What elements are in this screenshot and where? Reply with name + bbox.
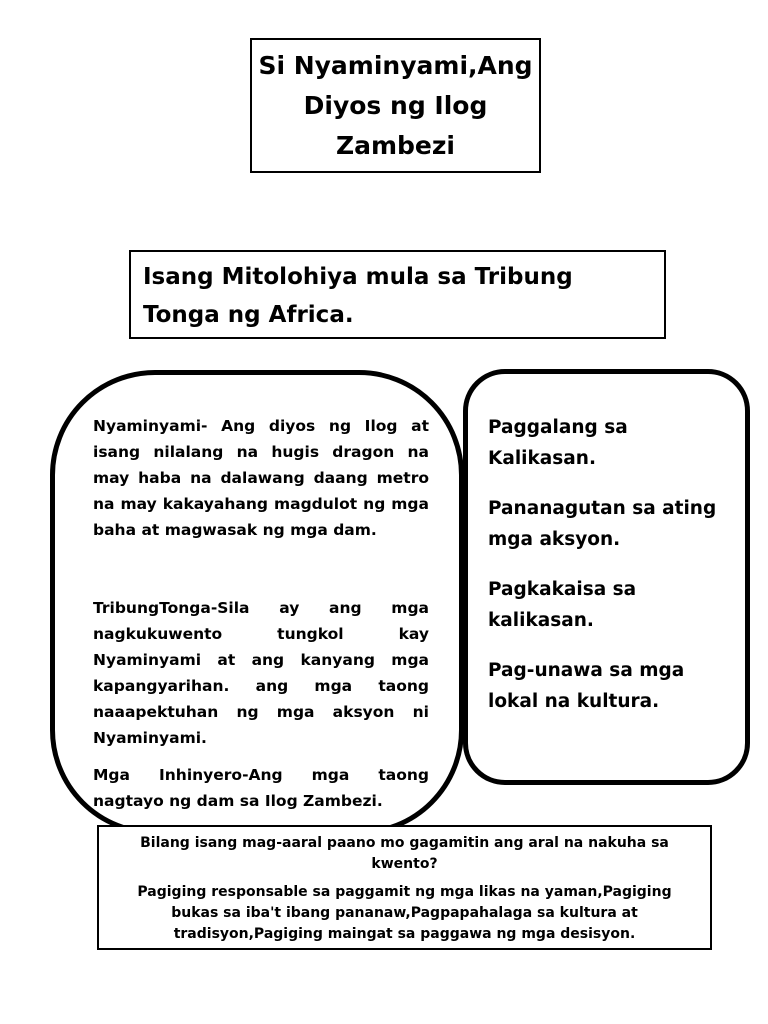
value-item: Paggalang sa Kalikasan. — [488, 417, 628, 469]
values-list — [488, 412, 738, 717]
value-item: Pag-unawa sa mga lokal na kultura. — [488, 660, 685, 712]
title-box — [250, 38, 541, 173]
title-line-2: Diyos ng Ilog Zambezi — [303, 90, 488, 160]
reflection-question: Bilang isang mag-aaral paano mo gagamitin ang aral na nakuha sa kwento? — [140, 835, 669, 872]
character-nyaminyami: Nyaminyami- Ang diyos ng Ilog at isang nilalang na hugis dragon na may haba na dalawang daang metro na may kakayahang magdulot ng mga baha at magwasak ng mga dam. — [93, 417, 429, 539]
title-line-1: Si Nyaminyami,Ang — [258, 50, 533, 80]
page-title — [252, 46, 539, 166]
character-inhinyero: Mga Inhinyero-Ang mga taong nagtayo ng dam sa Ilog Zambezi. — [93, 766, 429, 810]
characters-panel — [50, 370, 464, 835]
reflection-box — [97, 825, 712, 950]
character-tribung-tonga: TribungTonga-Sila ay ang mga nagkukuwento tungkol kay Nyaminyami at ang kanyang mga kapangyarihan. ang mga taong naaapektuhan ng mga aksyon ni Nyaminyami. — [93, 599, 429, 747]
subtitle-box — [129, 250, 666, 339]
reflection-answer: Pagiging responsable sa paggamit ng mga likas na yaman,Pagiging bukas sa iba't ibang pananaw,Pagpapahalaga sa kultura at tradisyon,Pagiging maingat sa paggawa ng mga desisyon. — [137, 884, 672, 942]
subtitle: Isang Mitolohiya mula sa Tribung Tonga ng Africa. — [143, 264, 573, 328]
values-panel — [463, 369, 750, 785]
characters-text — [93, 413, 429, 814]
value-item: Pagkakaisa sa kalikasan. — [488, 579, 637, 631]
value-item: Pananagutan sa ating mga aksyon. — [488, 498, 717, 550]
